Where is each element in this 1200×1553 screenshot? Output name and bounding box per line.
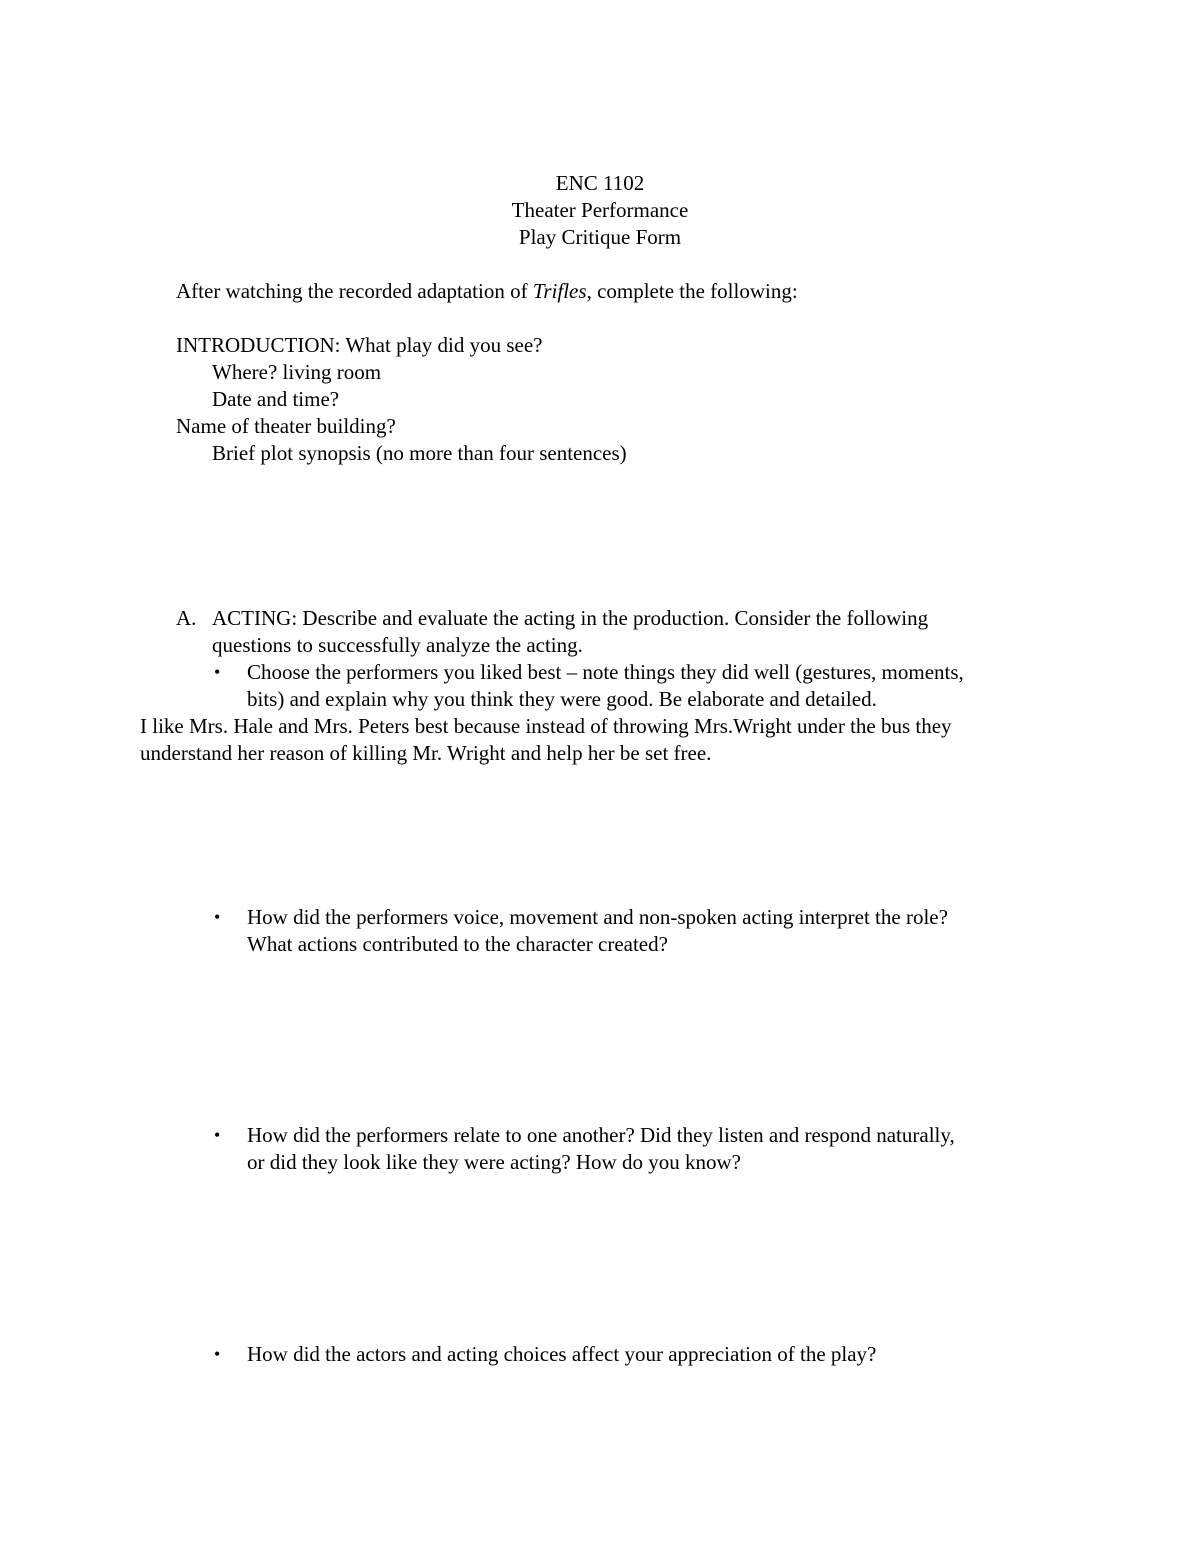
bullet-4: • [214,1344,221,1364]
form-title: Play Critique Form [518,225,682,249]
question-2-line1: How did the performers voice, movement and non-spoken acting interpret the role? [247,905,948,929]
where-question: Where? living room [212,360,382,384]
date-time-question: Date and time? [212,387,340,411]
play-title: Trifles [532,279,587,303]
acting-heading-line2: questions to successfully analyze the acting. [212,633,583,657]
course-code: ENC 1102 [555,171,645,195]
answer-1-line1: I like Mrs. Hale and Mrs. Peters best because instead of throwing Mrs.Wright under the bus they [140,714,952,738]
question-1-line2: bits) and explain why you think they were good. Be elaborate and detailed. [247,687,877,711]
bullet-2: • [214,907,221,927]
bullet-3: • [214,1125,221,1145]
synopsis-question: Brief plot synopsis (no more than four sentences) [212,441,627,465]
answer-1-line2: understand her reason of killing Mr. Wright and help her be set free. [140,741,712,765]
theater-name-question: Name of theater building? [176,414,396,438]
instructions [176,278,798,305]
question-1-line1: Choose the performers you liked best – note things they did well (gestures, moments, [247,660,964,684]
acting-heading-line1: ACTING: Describe and evaluate the acting in the production. Consider the following [212,606,929,630]
question-3-line1: How did the performers relate to one another? Did they listen and respond naturally, [247,1123,955,1147]
question-3-line2: or did they look like they were acting? How do you know? [247,1150,741,1174]
instructions-suffix: , complete the following: [586,279,798,303]
section-a-marker: A. [176,606,197,630]
introduction-question: INTRODUCTION: What play did you see? [176,333,543,357]
question-2-line2: What actions contributed to the character created? [247,932,668,956]
instructions-prefix: After watching the recorded adaptation of [176,279,533,303]
bullet-1: • [214,662,221,682]
subject-title: Theater Performance [511,198,689,222]
question-4-line1: How did the actors and acting choices affect your appreciation of the play? [247,1342,877,1366]
